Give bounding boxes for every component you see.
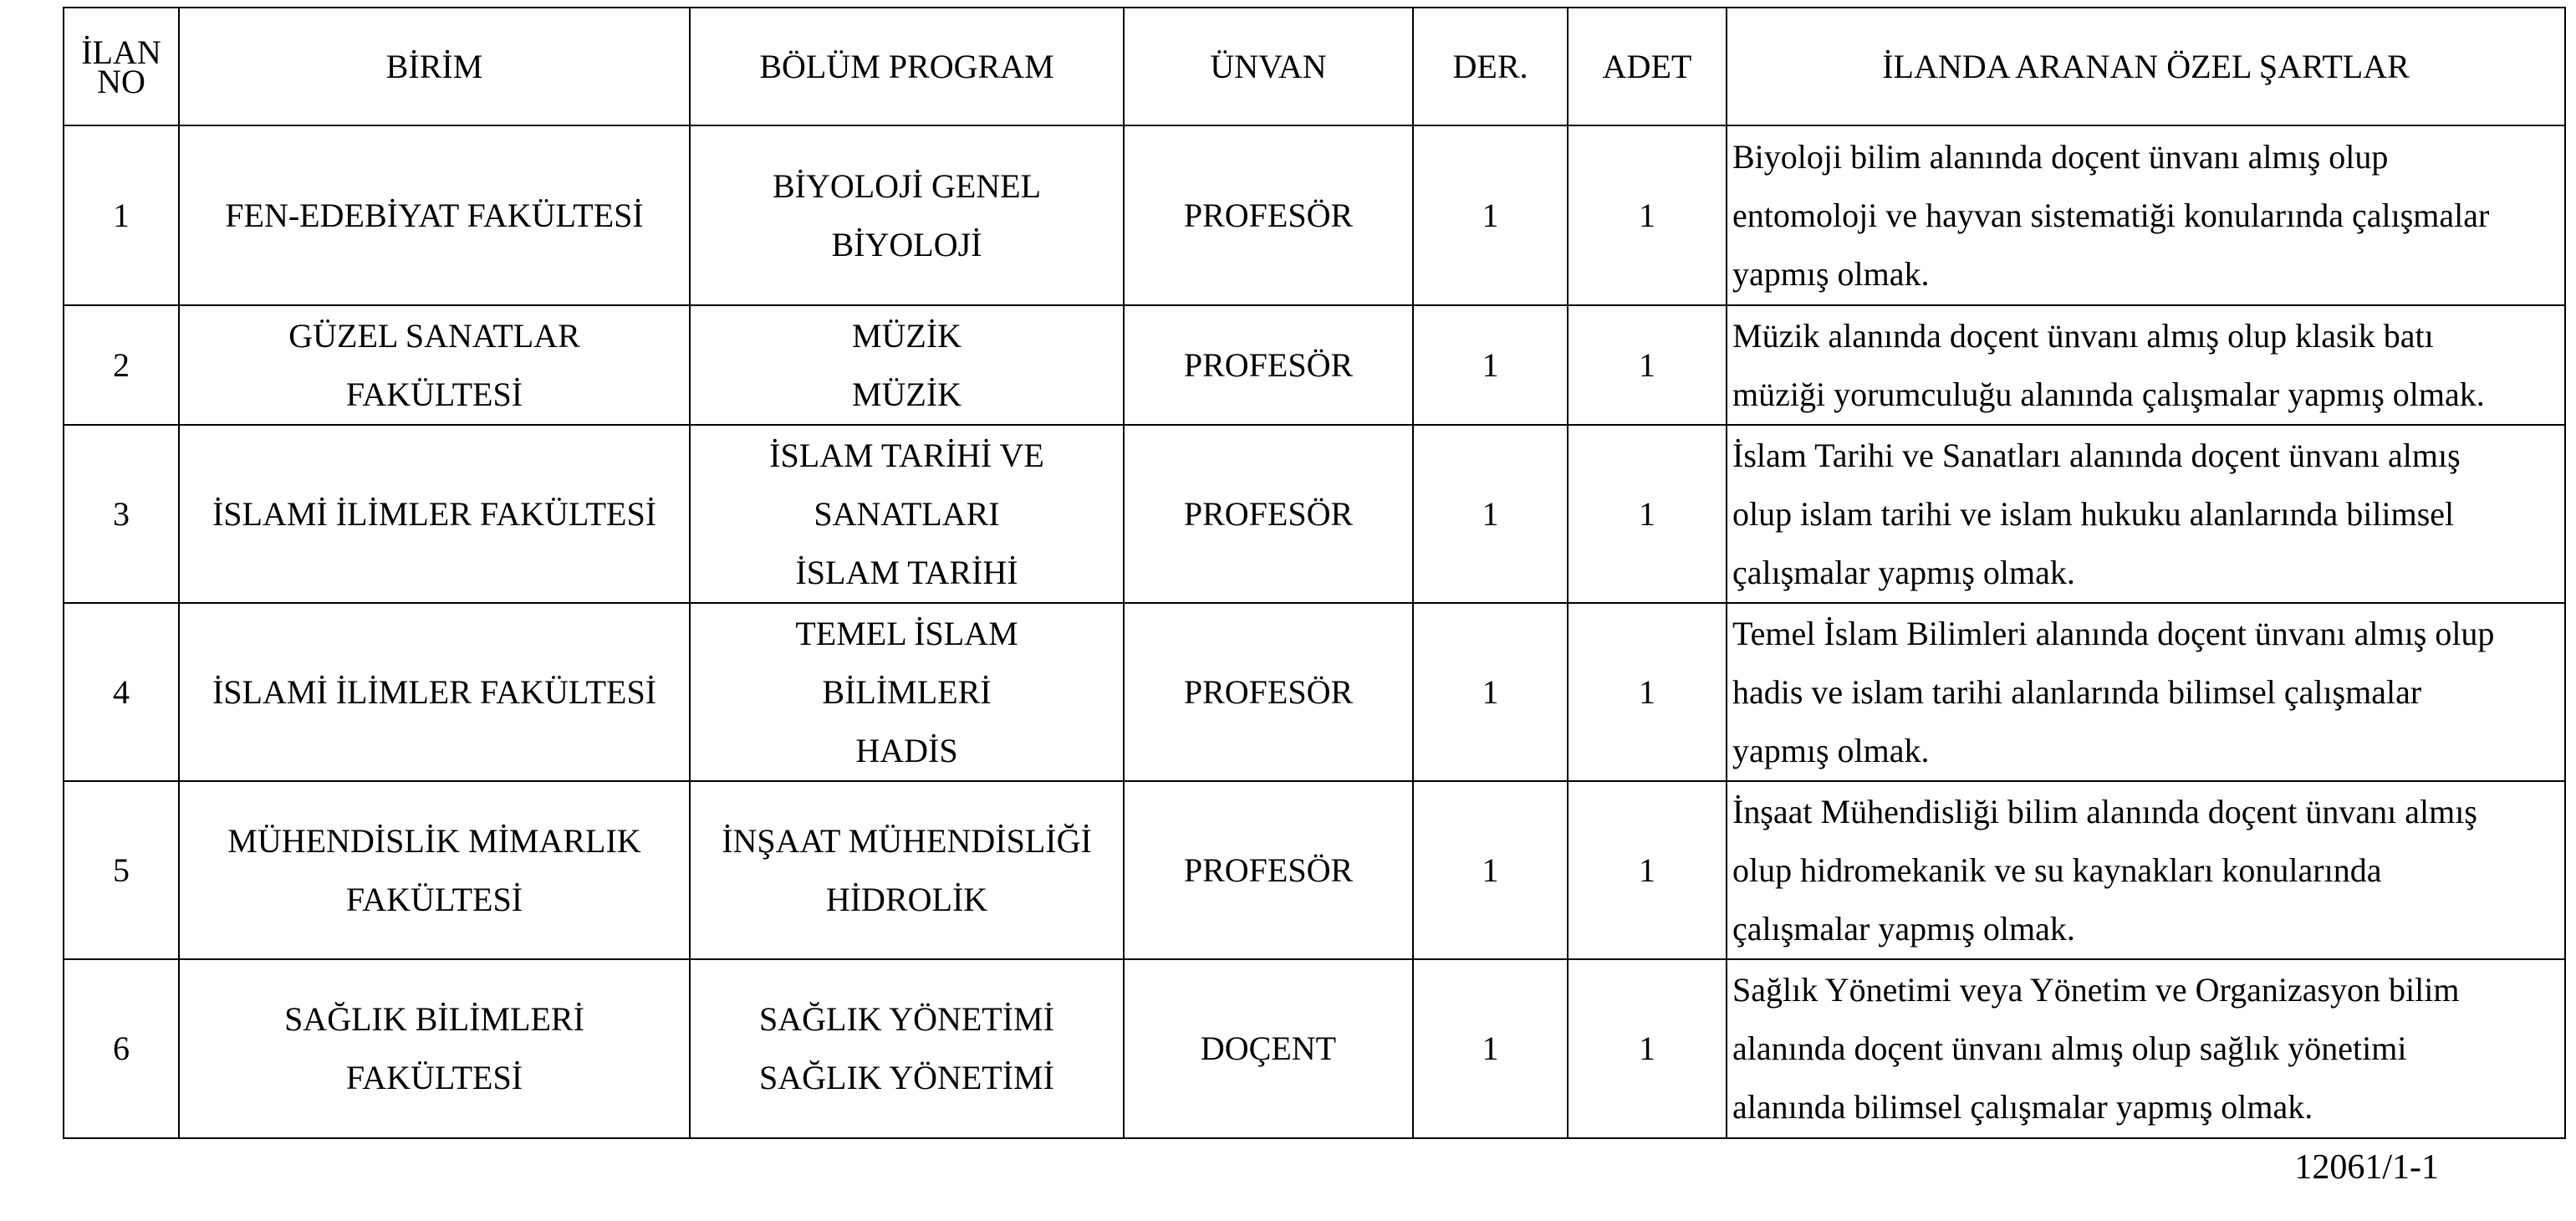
header-bolum-program: BÖLÜM PROGRAM (690, 8, 1124, 125)
cell-bolum-program: MÜZİK MÜZİK (690, 305, 1124, 425)
cell-bolum-program: TEMEL İSLAM BİLİMLERİ HADİS (690, 603, 1124, 781)
cell-unvan: DOÇENT (1124, 959, 1413, 1138)
cell-birim: MÜHENDİSLİK MİMARLIK FAKÜLTESİ (179, 781, 690, 959)
header-unvan: ÜNVAN (1124, 8, 1413, 125)
cell-birim: İSLAMİ İLİMLER FAKÜLTESİ (179, 603, 690, 781)
cell-adet: 1 (1568, 305, 1727, 425)
cell-adet: 1 (1568, 125, 1727, 305)
table-row (64, 305, 2565, 425)
cell-adet: 1 (1568, 603, 1727, 781)
cell-bolum-program: SAĞLIK YÖNETİMİ SAĞLIK YÖNETİMİ (690, 959, 1124, 1138)
cell-birim: FEN-EDEBİYAT FAKÜLTESİ (179, 125, 690, 305)
header-row (64, 8, 2565, 125)
cell-ilan-no: 2 (64, 305, 179, 425)
cell-der: 1 (1413, 125, 1568, 305)
table-row (64, 781, 2565, 959)
cell-ozel-sartlar: Sağlık Yönetimi veya Yönetim ve Organizasyon bilim alanında doçent ünvanı almış olup sağlık yönetimi alanında bilimsel çalışmalar yapmış olmak. (1727, 959, 2565, 1138)
cell-ozel-sartlar: Biyoloji bilim alanında doçent ünvanı almış olup entomoloji ve hayvan sistematiği konularında çalışmalar yapmış olmak. (1727, 125, 2565, 305)
cell-unvan: PROFESÖR (1124, 603, 1413, 781)
cell-ozel-sartlar: İnşaat Mühendisliği bilim alanında doçent ünvanı almış olup hidromekanik ve su kaynakları konularında çalışmalar yapmış olmak. (1727, 781, 2565, 959)
header-ilan-no: İLAN NO (64, 8, 179, 125)
cell-ilan-no: 4 (64, 603, 179, 781)
job-postings-table (63, 7, 2566, 1139)
header-der: DER. (1413, 8, 1568, 125)
cell-unvan: PROFESÖR (1124, 125, 1413, 305)
table-row (64, 425, 2565, 603)
cell-der: 1 (1413, 603, 1568, 781)
cell-unvan: PROFESÖR (1124, 425, 1413, 603)
cell-ilan-no: 6 (64, 959, 179, 1138)
table-row (64, 959, 2565, 1138)
cell-adet: 1 (1568, 425, 1727, 603)
cell-der: 1 (1413, 305, 1568, 425)
cell-bolum-program: İSLAM TARİHİ VE SANATLARI İSLAM TARİHİ (690, 425, 1124, 603)
table-row (64, 603, 2565, 781)
header-birim: BİRİM (179, 8, 690, 125)
cell-unvan: PROFESÖR (1124, 781, 1413, 959)
cell-bolum-program: İNŞAAT MÜHENDİSLİĞİ HİDROLİK (690, 781, 1124, 959)
header-adet: ADET (1568, 8, 1727, 125)
cell-unvan: PROFESÖR (1124, 305, 1413, 425)
cell-birim: İSLAMİ İLİMLER FAKÜLTESİ (179, 425, 690, 603)
cell-adet: 1 (1568, 959, 1727, 1138)
cell-adet: 1 (1568, 781, 1727, 959)
cell-der: 1 (1413, 959, 1568, 1138)
cell-der: 1 (1413, 425, 1568, 603)
cell-ilan-no: 5 (64, 781, 179, 959)
cell-der: 1 (1413, 781, 1568, 959)
cell-ilan-no: 3 (64, 425, 179, 603)
document-reference: 12061/1-1 (2294, 1148, 2439, 1187)
cell-ozel-sartlar: Müzik alanında doçent ünvanı almış olup klasik batı müziği yorumculuğu alanında çalışmalar yapmış olmak. (1727, 305, 2565, 425)
cell-ozel-sartlar: İslam Tarihi ve Sanatları alanında doçent ünvanı almış olup islam tarihi ve islam hukuku alanlarında bilimsel çalışmalar yapmış olmak. (1727, 425, 2565, 603)
table-row (64, 125, 2565, 305)
header-ozel-sartlar: İLANDA ARANAN ÖZEL ŞARTLAR (1727, 8, 2565, 125)
cell-bolum-program: BİYOLOJİ GENEL BİYOLOJİ (690, 125, 1124, 305)
cell-birim: GÜZEL SANATLAR FAKÜLTESİ (179, 305, 690, 425)
cell-birim: SAĞLIK BİLİMLERİ FAKÜLTESİ (179, 959, 690, 1138)
cell-ilan-no: 1 (64, 125, 179, 305)
cell-ozel-sartlar: Temel İslam Bilimleri alanında doçent ünvanı almış olup hadis ve islam tarihi alanlarında bilimsel çalışmalar yapmış olmak. (1727, 603, 2565, 781)
